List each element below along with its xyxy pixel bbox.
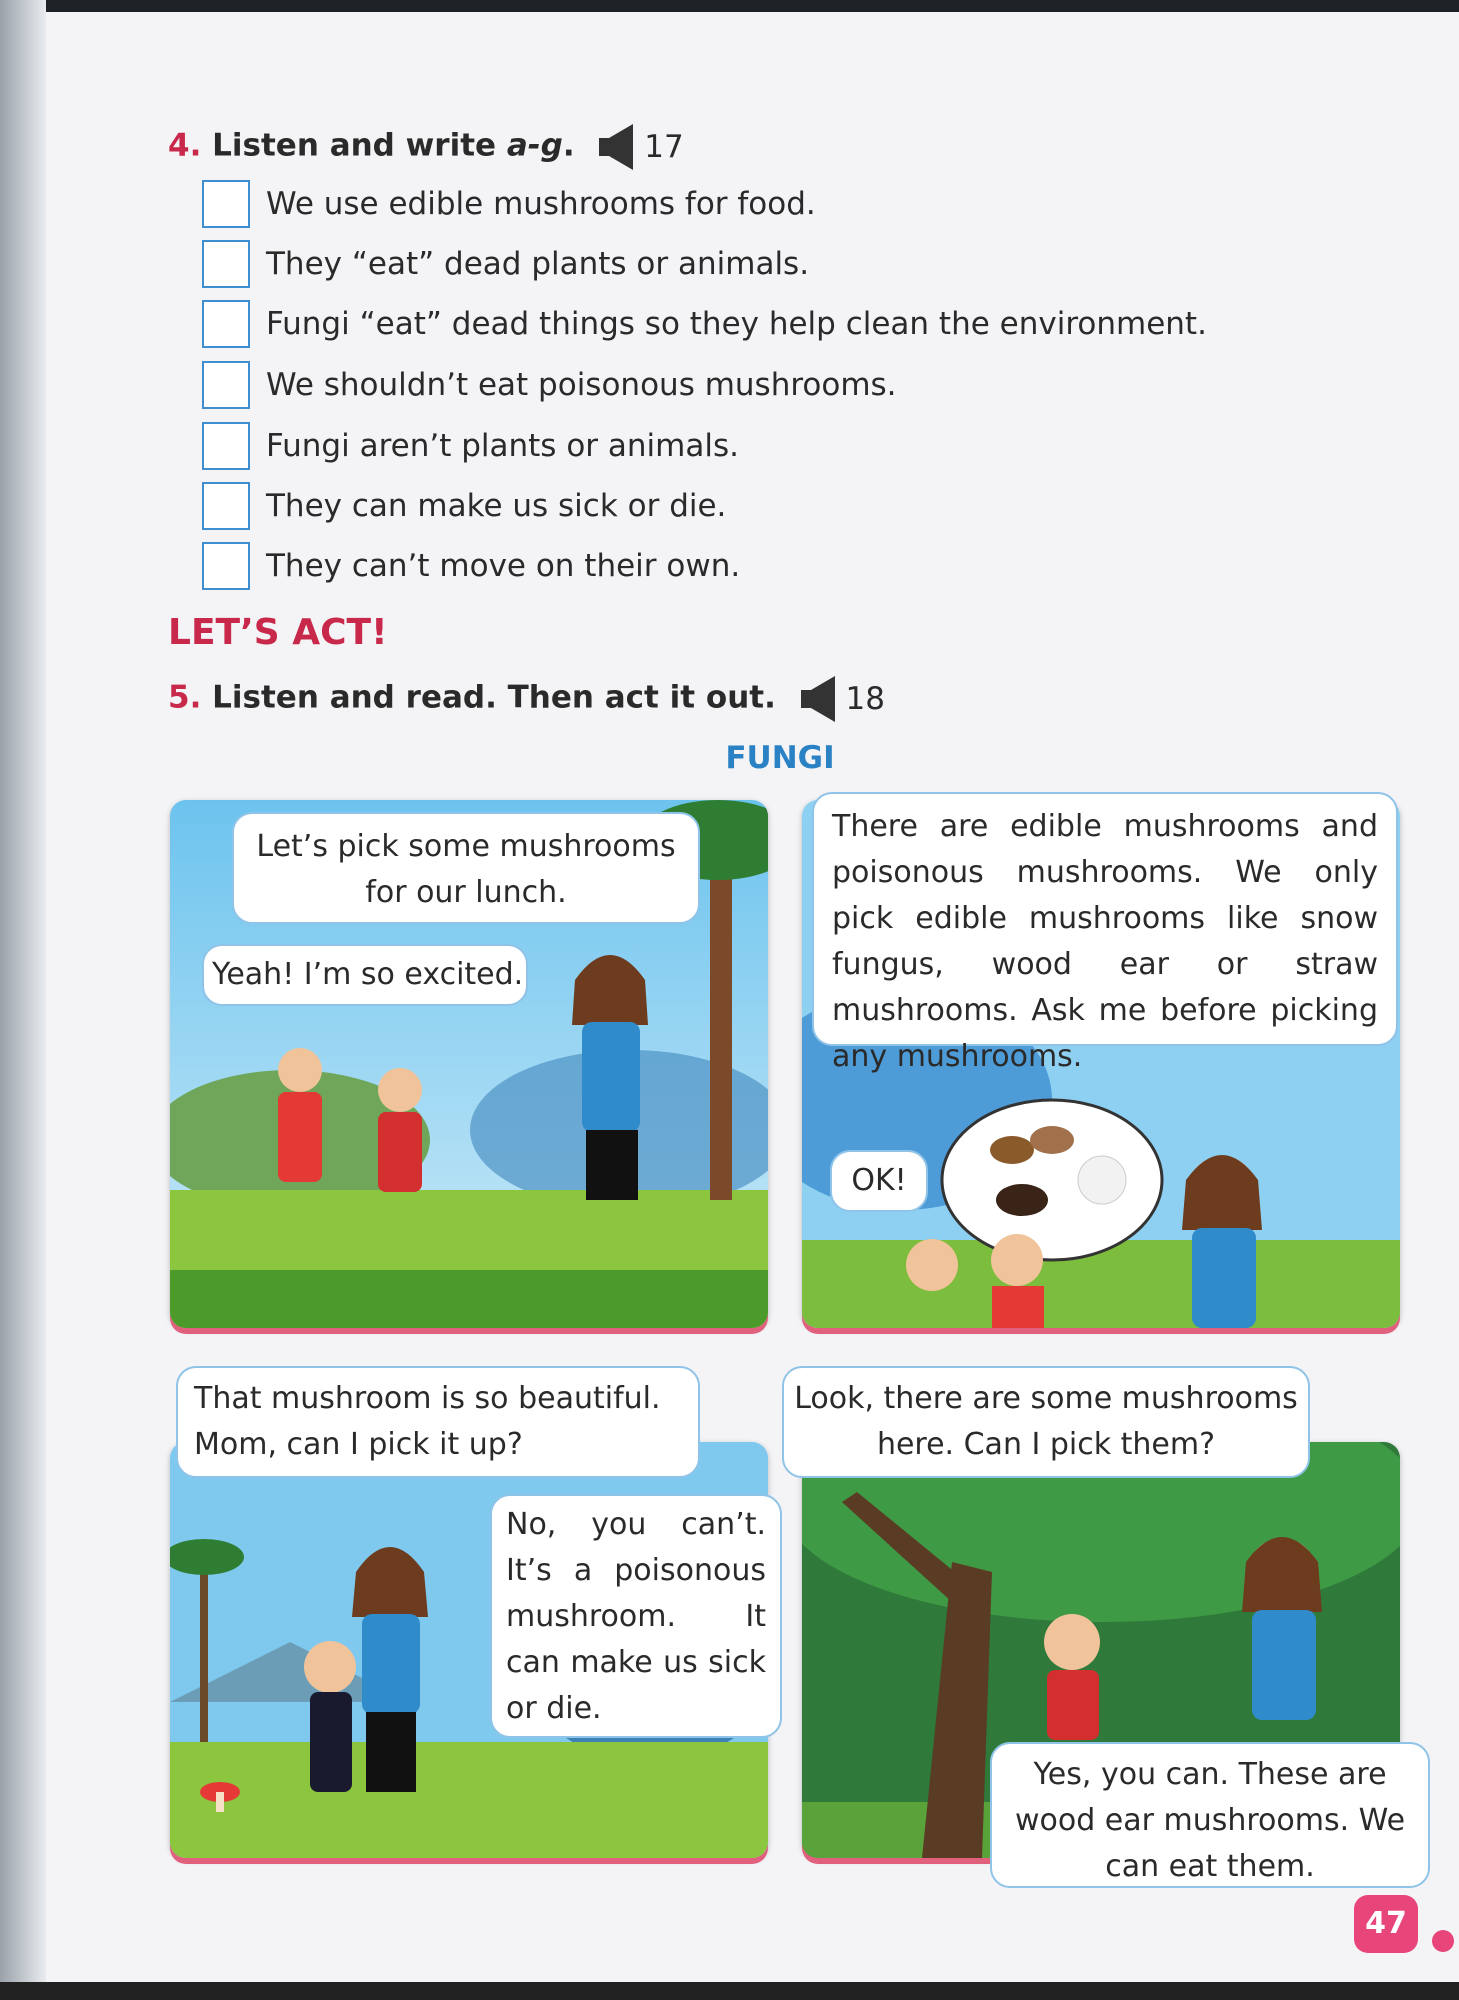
answer-box[interactable] xyxy=(202,180,250,228)
answer-box[interactable] xyxy=(202,542,250,590)
list-item xyxy=(202,540,740,592)
audio-track-18[interactable] xyxy=(801,676,885,722)
speech-bubble-mom-4: Yes, you can. These are wood ear mushrooms. We can eat them. xyxy=(990,1742,1430,1888)
answer-box[interactable] xyxy=(202,361,250,409)
exercise-5-title-text: Listen and read. Then act it out. xyxy=(212,679,776,716)
audio-track-number: 18 xyxy=(845,681,885,717)
item-text: They “eat” dead plants or animals. xyxy=(266,246,810,282)
speaker-icon xyxy=(801,676,835,722)
speech-bubble-kids-2: OK! xyxy=(830,1150,928,1212)
item-text: Fungi “eat” dead things so they help clean the environment. xyxy=(266,306,1207,342)
section-title: LET’S ACT! xyxy=(168,612,388,653)
exercise-4-title-range: a-g xyxy=(506,127,563,164)
item-text: They can make us sick or die. xyxy=(266,488,727,524)
list-item xyxy=(202,298,1207,350)
speech-bubble-mom-1: Let’s pick some mushrooms for our lunch. xyxy=(232,812,700,924)
item-text: We shouldn’t eat poisonous mushrooms. xyxy=(266,367,897,403)
item-text: Fungi aren’t plants or animals. xyxy=(266,428,739,464)
list-item xyxy=(202,178,816,230)
exercise-4-title-prefix: Listen and write xyxy=(212,127,507,164)
item-text: They can’t move on their own. xyxy=(266,548,741,584)
answer-box[interactable] xyxy=(202,300,250,348)
exercise-4-title-suffix: . xyxy=(562,127,575,164)
story-title: FUNGI xyxy=(725,740,835,776)
speaker-icon xyxy=(599,124,633,170)
exercise-5-number: 5. xyxy=(168,679,202,716)
answer-box[interactable] xyxy=(202,240,250,288)
list-item xyxy=(202,480,726,532)
list-item xyxy=(202,420,739,472)
item-text: We use edible mushrooms for food. xyxy=(266,186,816,222)
list-item xyxy=(202,359,897,411)
list-item xyxy=(202,238,809,290)
speech-bubble-boy-4: Look, there are some mushrooms here. Can I pick them? xyxy=(782,1366,1310,1478)
speech-bubble-kids-1: Yeah! I’m so excited. xyxy=(202,944,528,1006)
audio-track-number: 17 xyxy=(644,129,684,165)
exercise-4-number: 4. xyxy=(168,127,202,164)
answer-box[interactable] xyxy=(202,422,250,470)
speech-bubble-mom-2: There are edible mushrooms and poisonous mushrooms. We only pick edible mushrooms like snow fungus, wood ear or straw mushrooms. Ask me before picking any mushrooms. xyxy=(812,792,1398,1046)
decorative-dot xyxy=(1432,1930,1454,1952)
speech-bubble-mom-3: No, you can’t. It’s a poisonous mushroom. It can make us sick or die. xyxy=(490,1494,782,1738)
scan-top-edge xyxy=(0,0,1459,12)
audio-track-17[interactable] xyxy=(599,124,683,170)
book-spine-shadow xyxy=(0,0,46,2000)
page-number: 47 xyxy=(1354,1895,1418,1953)
speech-bubble-girl-3: That mushroom is so beautiful. Mom, can I pick it up? xyxy=(176,1366,700,1478)
exercise-5-title xyxy=(168,676,885,722)
answer-box[interactable] xyxy=(202,482,250,530)
scan-bottom-edge xyxy=(0,1982,1459,2000)
exercise-4-title xyxy=(168,124,684,170)
